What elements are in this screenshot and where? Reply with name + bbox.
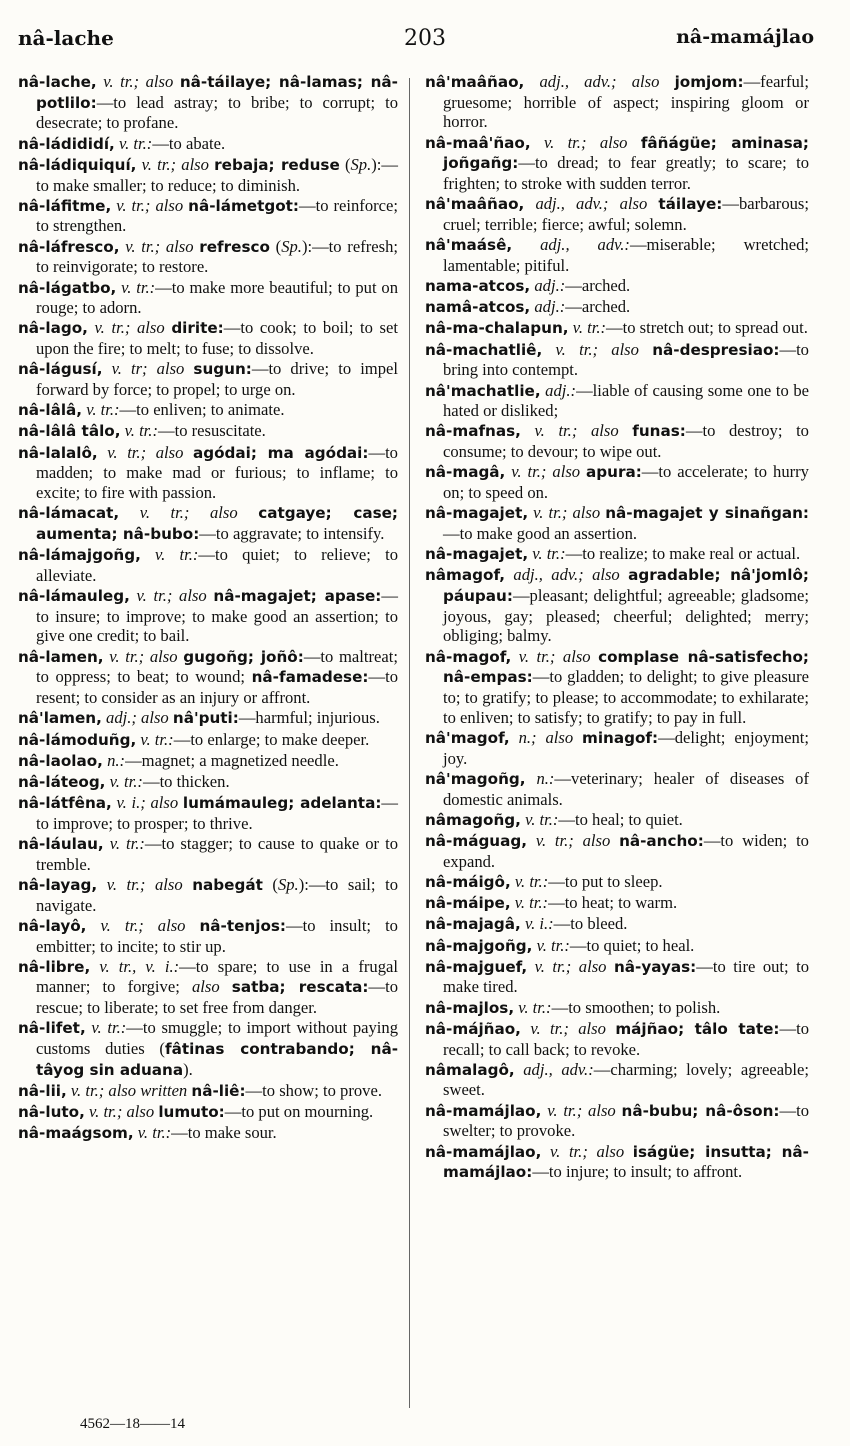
entry-headword: nâ-libre, [18,957,91,976]
dictionary-entry [425,728,809,768]
guide-word-left: nâ-lache [18,26,114,50]
dictionary-entry [425,133,809,194]
entry-definition: adj., adv.:—miserable; wretched; lamentable; pitiful. [443,235,809,275]
entry-headword: nâ-mafnas, [425,422,521,441]
dictionary-entry [425,1060,809,1100]
entry-definition: v. tr.:—to enliven; to animate. [86,400,285,420]
entry-headword: nâ-luto, [18,1103,85,1122]
entry-headword: nâ-láfresco, [18,237,120,256]
dictionary-entry [18,1123,398,1144]
entry-headword: nâ-maâ'ñao, [425,133,531,152]
entry-definition: v. tr.:—to make sour. [137,1123,277,1143]
dictionary-entry [18,359,398,399]
entry-headword: nâ-lâlâ, [18,401,83,420]
entry-headword: nâmagoñg, [425,810,521,829]
dictionary-entry [425,462,809,502]
entry-headword: nâ-ma-chalapun, [425,319,569,338]
dictionary-entry [18,421,398,442]
dictionary-entry [18,647,398,708]
entry-headword: nâ-layô, [18,916,87,935]
entry-headword: nâ-ládididí, [18,134,115,153]
dictionary-entry [18,443,398,503]
entry-headword: nâ-majagâ, [425,915,521,934]
entry-headword: nâ'maâñao, [425,73,525,91]
dictionary-entry [18,1018,398,1080]
dictionary-entry [18,503,398,544]
page-number: 203 [404,26,446,51]
dictionary-entry [18,586,398,646]
entry-definition: v. i.; also lumámauleg; adelanta:—to improve; to prosper; to thrive. [36,793,398,833]
entry-headword: nâ-magof, [425,647,512,666]
entry-headword: nâ-majguef, [425,957,528,976]
entry-headword: nâ-lii, [18,1081,67,1100]
entry-headword: nâ-láteog, [18,772,106,791]
entry-headword: nâ-lalalô, [18,443,98,462]
entry-headword: nâ-lifet, [18,1019,86,1038]
entry-headword: nâ-lágatbo, [18,278,117,297]
entry-definition: v. tr.; also nâ-despresiao:—to bring into contempt. [443,339,809,380]
dictionary-entry [425,831,809,871]
entry-headword: nâ-majgoñg, [425,936,533,955]
entry-definition: v. tr.; also májñao; tâlo tate:—to recall; to call back; to revoke. [443,1018,810,1059]
entry-definition: adj.:—arched. [534,276,631,296]
dictionary-entry [18,708,398,729]
column-divider [409,78,410,1408]
dictionary-entry [425,276,809,297]
entry-headword: nâ-magajet, [425,545,529,564]
entry-definition: v. tr.; also refresco (Sp.):—to refresh; to reinvigorate; to restore. [36,236,398,277]
entry-definition: v. tr.; also nâ-bubu; nâ-ôson:—to swelter; to provoke. [443,1100,809,1141]
dictionary-entry [425,235,809,275]
entry-headword: nâ-máigô, [425,872,511,891]
entry-headword: nâ'maâñao, [425,195,525,214]
entry-definition: v. tr.; also funas:—to destroy; to consume; to devour; to wipe out. [443,421,809,462]
entry-definition: v. tr.; also nâ-yayas:—to tire out; to make tired. [443,956,810,997]
entry-headword: nama-atcos, [425,277,531,296]
entry-definition: v. tr.:—to resuscitate. [124,421,266,441]
right-column [425,72,809,1183]
entry-headword: nâmagof, [425,566,505,585]
entry-definition: v. tr.; also nâ-ancho:—to widen; to expand. [443,831,809,871]
entry-definition: adj.:—liable of causing some one to be hated or disliked; [443,380,809,421]
dictionary-entry [18,237,398,277]
entry-definition: v. tr.:—to quiet; to relieve; to alleviate. [36,545,398,585]
entry-definition: v. tr.:—to enlarge; to make deeper. [140,729,370,749]
entry-definition: v. tr.:—to stretch out; to spread out. [572,318,808,338]
entry-definition: v. tr.; also iságüe; insutta; nâ-mamájlao:—to injure; to insult; to affront. [443,1141,809,1182]
dictionary-entry [18,278,398,318]
entry-headword: nâ-maágsom, [18,1124,134,1143]
dictionary-entry [18,155,398,195]
dictionary-entry [425,381,809,421]
dictionary-entry [425,936,809,957]
entry-definition: v. tr.; also nâ-magajet y sinañgan:—to make good an assertion. [443,503,809,543]
print-code: 4562—18——14 [80,1416,185,1432]
entry-headword: nâ-láfitme, [18,196,112,215]
entry-headword: nâ-lache, [18,73,97,91]
dictionary-entry [425,893,809,914]
dictionary-entry [425,297,809,318]
dictionary-entry [425,1101,809,1141]
entry-definition: v. tr.; also lumuto:—to put on mourning. [89,1102,374,1122]
dictionary-entry [425,957,809,997]
guide-word-right: nâ-mamájlao [676,26,814,48]
entry-definition: v. tr.:—to heal; to quiet. [525,809,683,829]
entry-definition: v. tr.; also nâ-lámetgot:—to reinforce; to strengthen. [36,195,398,236]
entry-headword: nâ-majlos, [425,998,515,1017]
entry-definition: n.:—veterinary; healer of diseases of domestic animals. [443,768,809,809]
entry-headword: nâ-lâlâ tâlo, [18,422,121,441]
dictionary-entry [425,1142,809,1183]
entry-definition: v. tr.:—to stagger; to cause to quake or to tremble. [36,834,398,874]
dictionary-entry [425,318,809,339]
dictionary-entry [425,194,809,234]
dictionary-entry [425,998,809,1019]
dictionary-entry [425,914,809,935]
dictionary-entry [425,340,809,380]
entry-headword: nâ-mamájlao, [425,1101,542,1120]
entry-headword: nâ'magoñg, [425,769,526,788]
dictionary-entry [18,916,398,956]
entry-definition: adj.; also nâ'puti:—harmful; injurious. [106,708,380,728]
entry-definition: v. tr.:—to abate. [118,133,226,153]
entry-headword: nâmalagô, [425,1060,515,1079]
dictionary-entry [425,872,809,893]
dictionary-entry [425,421,809,461]
entry-definition: v. tr.:—to realize; to make real or actual. [532,544,801,564]
entry-headword: nâ-lago, [18,319,88,338]
dictionary-entry [18,772,398,793]
dictionary-entry [425,1019,809,1059]
entry-headword: nâ-ládiquiquí, [18,155,137,174]
entry-definition: v. tr.:—to smuggle; to import without paying customs duties (fâtinas contrabando; nâ-tâyog sin aduana). [36,1018,398,1079]
entry-headword: nâ-lamen, [18,647,104,666]
entry-definition: v. tr., v. i.:—to spare; to use in a frugal manner; to forgive; also satba; rescata:—to rescue; to liberate; to set free from danger. [36,956,398,1018]
dictionary-entry [18,545,398,585]
entry-definition: n.; also minagof:—delight; enjoyment; joy. [443,728,809,768]
entry-definition: v. tr.:—to smoothen; to polish. [518,997,721,1017]
entry-definition: v. tr.; also rebaja; reduse (Sp.):—to make smaller; to reduce; to diminish. [36,154,398,195]
entry-headword: nâ-laolao, [18,751,103,770]
entry-definition: v. tr.; also dirite:—to cook; to boil; to set upon the fire; to melt; to fuse; to dissolve. [36,318,398,359]
entry-definition: v. tr.:—to make more beautiful; to put on rouge; to adorn. [36,277,398,318]
entry-definition: v. tr.; also fâñágüe; aminasa; joñgañg:—to dread; to fear greatly; to scare; to frighten; to stroke with sudden terror. [443,132,809,194]
dictionary-entry [18,318,398,358]
dictionary-entry [18,1102,398,1123]
entry-headword: nâ-máguag, [425,832,528,851]
entry-headword: nâ-májñao, [425,1019,521,1038]
entry-definition: v. tr.; also nabegát (Sp.):—to sail; to navigate. [36,874,398,915]
entry-headword: nâ-magâ, [425,463,506,482]
entry-definition: v. tr.:—to heat; to warm. [514,893,678,913]
dictionary-entry [18,72,398,133]
entry-definition: adj., adv.; also agradable; nâ'jomlô; páupau:—pleasant; delightful; agreeable; gladsome; joyous, gay; pleased; cheerful; delighted; merry; obliging; balmy. [443,565,809,646]
dictionary-entry [425,503,809,543]
entry-headword: nâ-láulau, [18,835,104,854]
entry-definition: v. tr.; also agódai; ma agódai:—to madden; to make mad or furious; to inflame; to excite; to fire with passion. [36,442,398,503]
entry-definition: v. i.:—to bleed. [524,914,628,934]
entry-headword: namâ-atcos, [425,298,531,317]
dictionary-entry [425,72,809,132]
entry-definition: adj., adv.; also táilaye:—barbarous; cruel; terrible; fierce; awful; solemn. [443,194,809,234]
entry-definition: v. tr.:—to put to sleep. [514,871,663,891]
entry-headword: nâ-lágusí, [18,360,103,379]
entry-definition: adj., adv.; also jomjom:—fearful; gruesome; horrible of aspect; inspiring gloom or horror. [443,72,809,132]
dictionary-entry [18,751,398,772]
entry-headword: nâ-máipe, [425,894,511,913]
entry-definition: adj.:—arched. [534,297,631,317]
entry-definition: v. tr.; also nâ-táilaye; nâ-lamas; nâ-potlilo:—to lead astray; to bribe; to corrupt; to desecrate; to profane. [36,72,398,133]
dictionary-entry [425,769,809,809]
dictionary-entry [18,875,398,915]
entry-headword: nâ-lámauleg, [18,587,130,606]
dictionary-entry [425,810,809,831]
entry-headword: nâ-lámacat, [18,504,120,523]
entry-definition: v. tr.; also complase nâ-satisfecho; nâ-empas:—to gladden; to delight; to give pleasure to; to gratify; to please; to accommodate; to exhilarate; to enliven; to satisfy; to gratify; to pay in full. [443,646,809,727]
dictionary-entry [425,565,809,646]
entry-definition: v. tr.:—to thicken. [109,771,230,791]
dictionary-entry [18,1081,398,1102]
entry-definition: v. tr.; also nâ-magajet; apase:—to insure; to improve; to make good an assertion; to give one credit; to bail. [36,586,398,646]
entry-definition: v. tr.; also apura:—to accelerate; to hurry on; to speed on. [443,462,809,503]
dictionary-entry [425,647,809,728]
entry-definition: v. tr.; also nâ-tenjos:—to insult; to embitter; to incite; to stir up. [36,915,398,956]
entry-definition: v. tr.:—to quiet; to heal. [536,935,695,955]
entry-headword: nâ-mamájlao, [425,1142,542,1161]
entry-definition: adj., adv.:—charming; lovely; agreeable; sweet. [443,1059,809,1100]
dictionary-entry [18,793,398,833]
entry-headword: nâ-machatliê, [425,340,543,359]
dictionary-entry [18,196,398,236]
dictionary-entry [18,400,398,421]
entry-headword: nâ-lámoduñg, [18,730,137,749]
entry-headword: nâ'lamen, [18,709,102,728]
entry-headword: nâ-layag, [18,875,98,894]
entry-definition: v. tr; also sugun:—to drive; to impel forward by force; to propel; to urge on. [36,359,398,400]
entry-definition: n.:—magnet; a magnetized needle. [107,750,339,770]
entry-definition: v. tr.; also catgaye; case; aumenta; nâ-bubo:—to aggravate; to intensify. [36,503,398,543]
entry-headword: nâ-lámajgoñg, [18,546,141,565]
entry-headword: nâ'magof, [425,729,510,747]
entry-headword: nâ-látfêna, [18,794,112,813]
entry-definition: v. tr.; also written nâ-liê:—to show; to prove. [70,1080,382,1100]
dictionary-entry [18,957,398,1018]
entry-definition: v. tr.; also gugoñg; joñô:—to maltreat; to oppress; to beat; to wound; nâ-famadese:—to resent; to consider as an injury or affront. [36,646,398,708]
dictionary-entry [425,544,809,565]
dictionary-entry [18,730,398,751]
entry-headword: nâ-magajet, [425,504,529,523]
left-column [18,72,398,1145]
dictionary-entry [18,134,398,155]
entry-headword: nâ'maásê, [425,236,513,255]
entry-headword: nâ'machatlie, [425,381,541,400]
dictionary-entry [18,834,398,874]
